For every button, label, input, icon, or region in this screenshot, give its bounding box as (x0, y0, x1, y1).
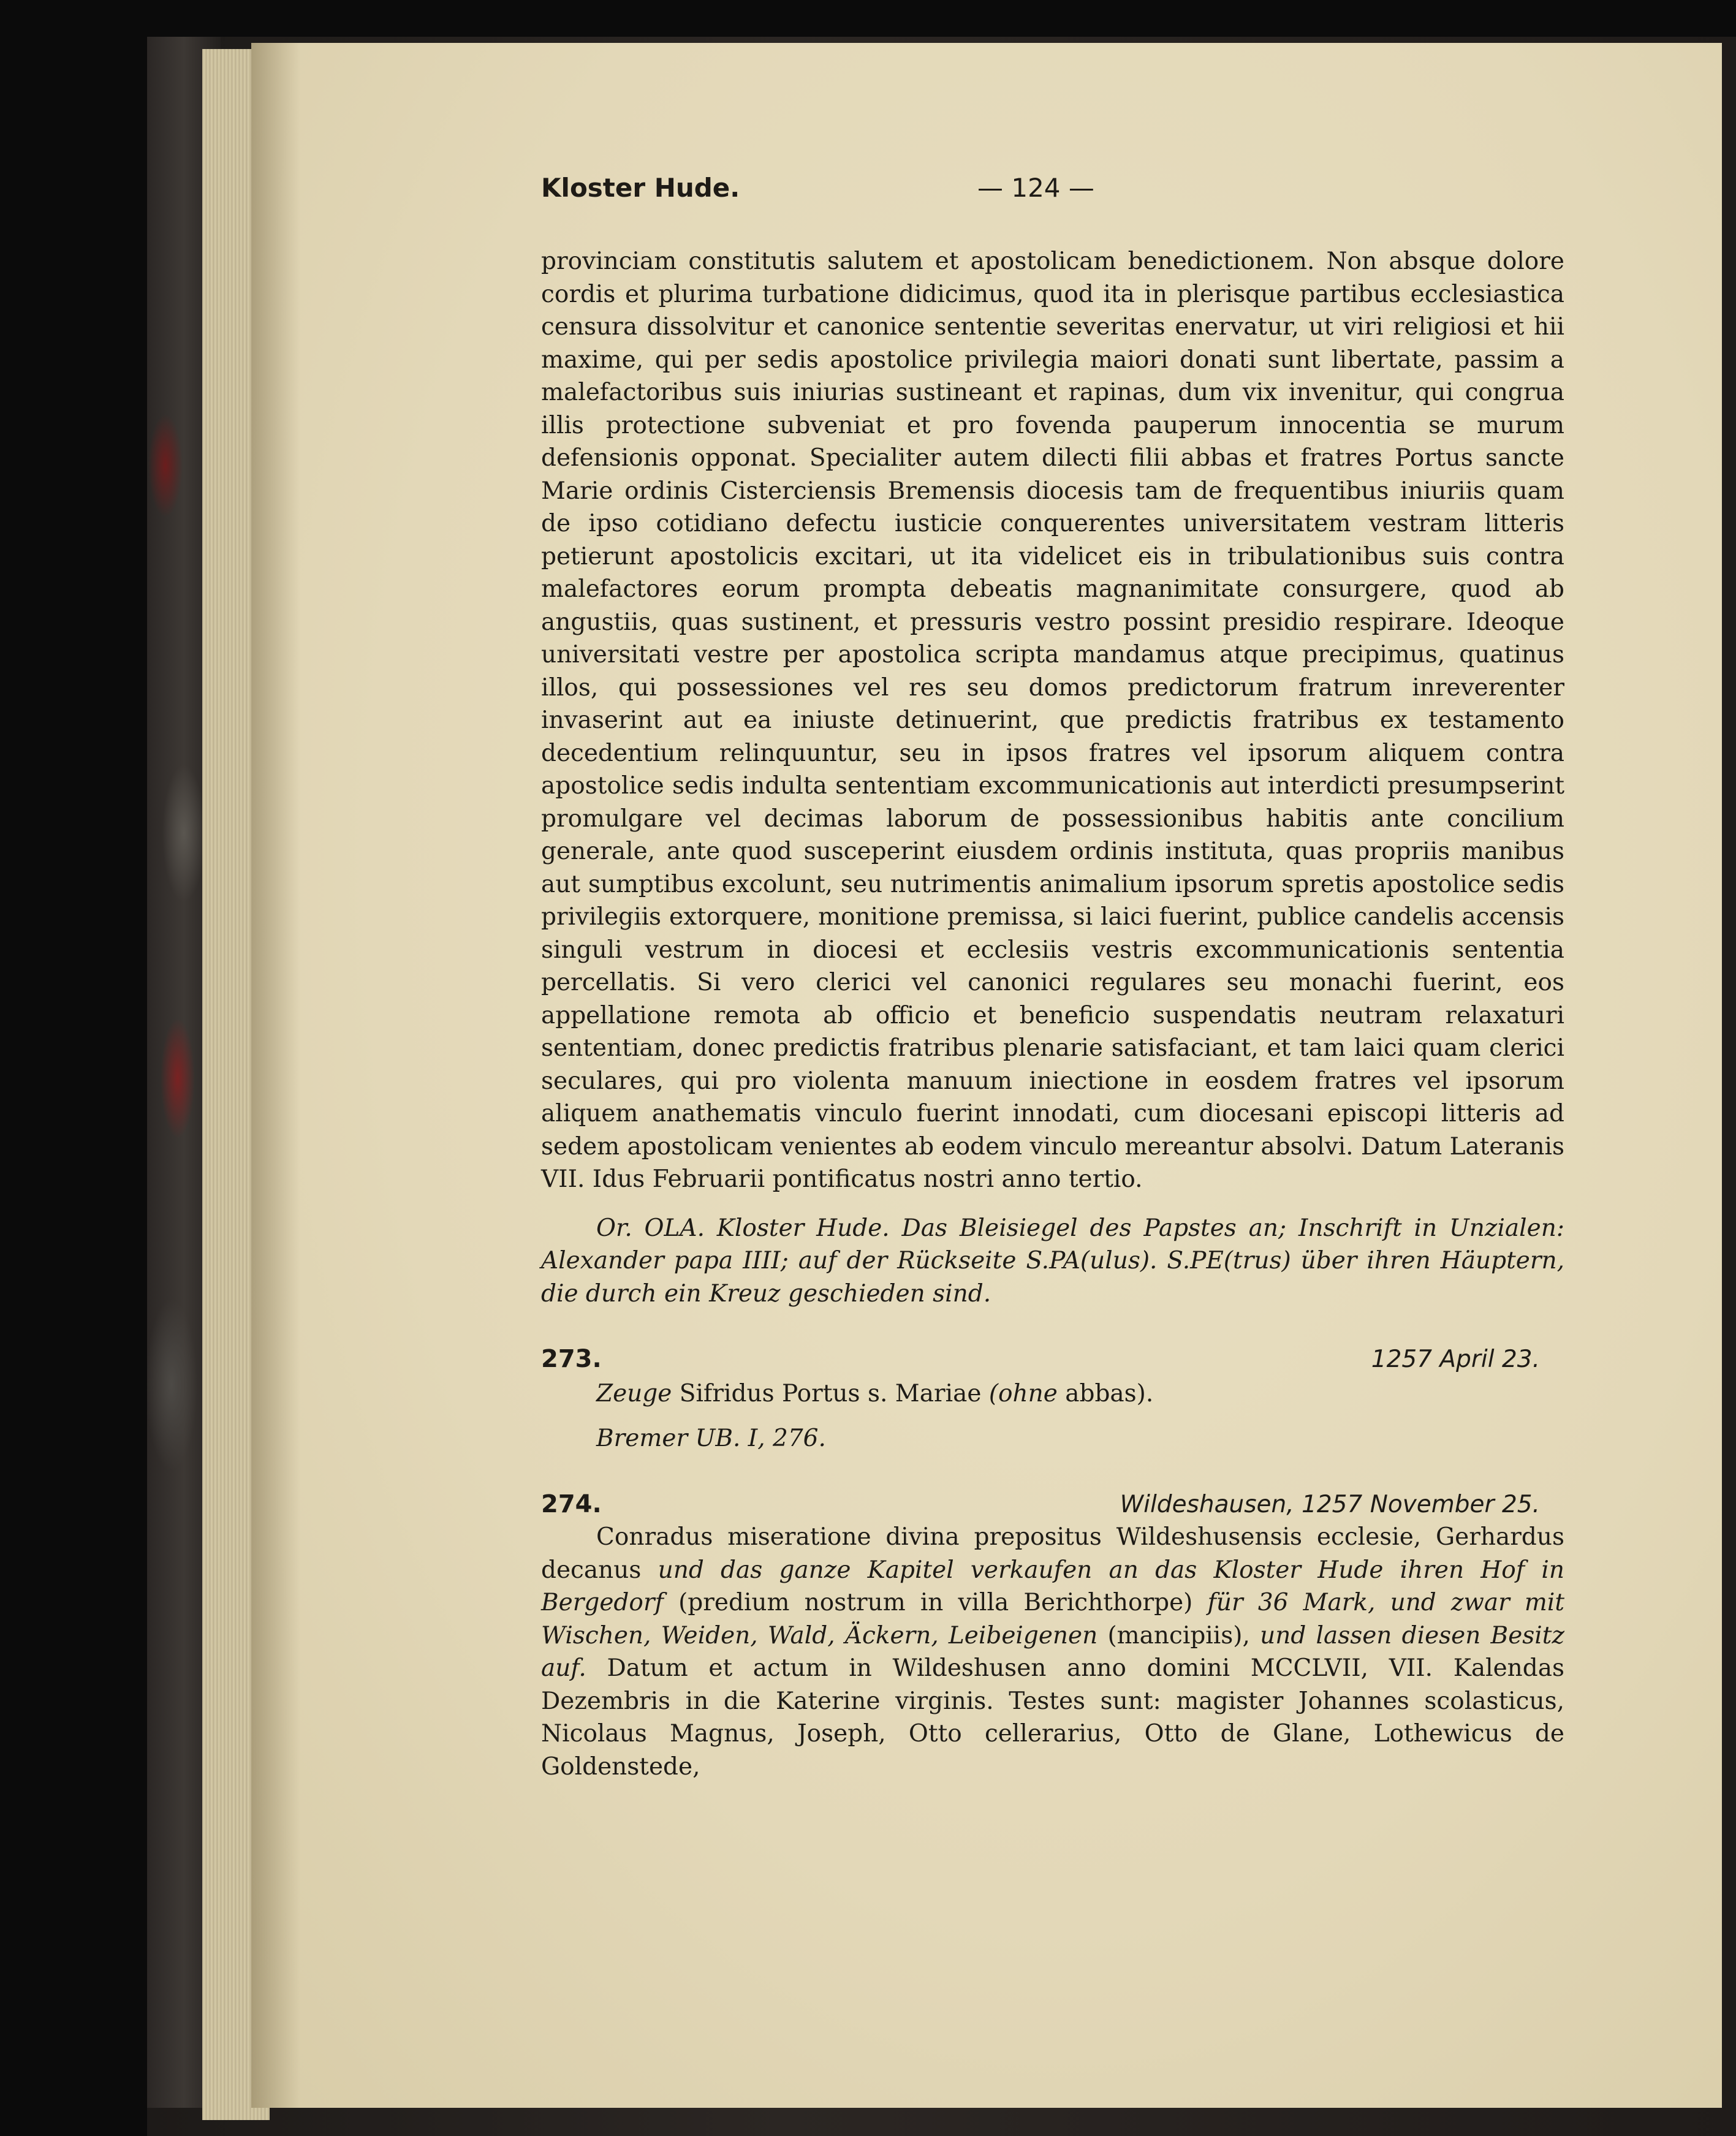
entry-text: (mancipiis), (1097, 1621, 1260, 1649)
entry-number: 273. (541, 1345, 602, 1373)
entry-text: Datum et actum in Wildeshusen anno domini MCCLVII, VII. Kalendas Dezembris in die Katerine virginis. Testes sunt: magister Johannes scolasticus, Nicolaus Magnus, Joseph, Otto cellerarius, Otto de Glane, Lothewicus de Goldenstede, (541, 1654, 1564, 1781)
entry-text: Sifridus Portus s. Mariae (672, 1379, 989, 1407)
main-text: provinciam constitutis salutem et apostolicam benedictionem. Non absque dolore cordis et plurima turbatione didicimus, quod ita in plerisque partibus ecclesiastica censura dissolvitur et canonice sententie severitas enervatur, ut viri religiosi et hii maxime, qui per sedis apostolice privilegia maiori donati sunt libertate, passim a malefactoribus suis iniurias sustineant et rapinas, dum vix invenitur, qui congrua illis protectione subveniat et pro fovenda pauperum innocentia se murum defensionis opponat. Specialiter autem dilecti filii abbas et fratres Portus sancte Marie ordinis Cisterciensis Bremensis diocesis tam de frequentibus iniuriis quam de ipso cotidiano defectu iusticie conquerentes universitatem vestram litteris petierunt apostolicis excitari, ut ita videlicet eis in tribulationibus suis contra malefactores eorum prompta debeatis magnanimitate consurgere, quod ab angustiis, quas sustinent, et pressuris vestro possint presidio respirare. Ideoque universitati vestre per apostolica scripta mandamus atque precipimus, quatinus illos, qui possessiones vel res seu domos predictorum fratrum inreverenter invaserint aut ea iniuste detinuerint, que predictis fratribus ex testamento decedentium relinquuntur, seu in ipsos fratres vel ipsorum aliquem contra apostolice sedis indulta sententiam excommunicationis aut interdicti presumpserint promulgare vel decimas laborum de possessionibus habitis ante concilium generale, ante quod susceperint eiusdem ordinis instituta, quas propriis manibus aut sumptibus excolunt, seu nutrimentis animalium ipsorum spretis apostolice sedis privilegiis extorquere, monitione premissa, si laici fuerint, publice candelis accensis singuli vestrum in diocesi et ecclesiis vestris excommunicationis sententia percellatis. Si vero clerici vel canonici regulares seu monachi fuerint, eos appellatione remota ab officio et beneficio suspendatis neutram relaxaturi sententiam, donec predictis fratribus plenarie satisfaciant, et tam laici quam clerici seculares, qui pro violenta manuum iniectione in eosdem fratres vel ipsorum aliquem anathematis vinculo fuerint innodati, cum diocesani episcopi litteris ad sedem apostolicam venientes ab eodem vinculo mereantur absolvi. Datum Lateranis VII. Idus Februarii pontificatus nostri anno tertio. (541, 248, 1564, 1193)
entry-text-italic: und das ganze Kapitel verkaufen an das Kloster Hude ihren Hof in Bergedorf (541, 1556, 1564, 1616)
archival-note: Or. OLA. Kloster Hude. Das Bleisiegel des Papstes an; Inschrift in Unzialen: Alexander papa IIII; auf der Rückseite S.PA(ulus). S.PE(trus) über ihren Häuptern, die durch ein Kreuz geschieden sind. (541, 1214, 1564, 1308)
entry-text: Conradus miseratione divina prepositus Wildeshusensis ecclesie, Gerhardus decanus (541, 1523, 1564, 1584)
entry-date: 1257 April 23. (1371, 1346, 1540, 1373)
entry-text: abbas). (1057, 1379, 1154, 1407)
gutter-shadow (251, 43, 300, 2108)
entry-text-italic: Zeuge (596, 1379, 672, 1407)
entry-274-text (541, 1521, 1564, 1783)
entry-text-italic: und lassen diesen Besitz auf. (541, 1621, 1564, 1682)
entry-date: Wildeshausen, 1257 November 25. (1120, 1490, 1540, 1518)
entry-text-italic: für 36 Mark, und zwar mit Wischen, Weiden, Wald, Äckern, Leibeigenen (541, 1589, 1564, 1649)
page-number: — 124 — (977, 173, 1094, 203)
entry-text-italic: (ohne (988, 1379, 1058, 1407)
entry-274-head (541, 1488, 1564, 1521)
text-block (541, 172, 1564, 1783)
entry-text: (predium nostrum in villa Berichthorpe) (663, 1589, 1208, 1616)
entry-273-text (541, 1377, 1564, 1411)
running-head: Kloster Hude. (541, 173, 740, 203)
entry-273-head (541, 1343, 1564, 1376)
entry-number: 274. (541, 1490, 602, 1518)
entry-273-source: Bremer UB. I, 276. (596, 1425, 826, 1452)
page-header (541, 172, 1564, 208)
